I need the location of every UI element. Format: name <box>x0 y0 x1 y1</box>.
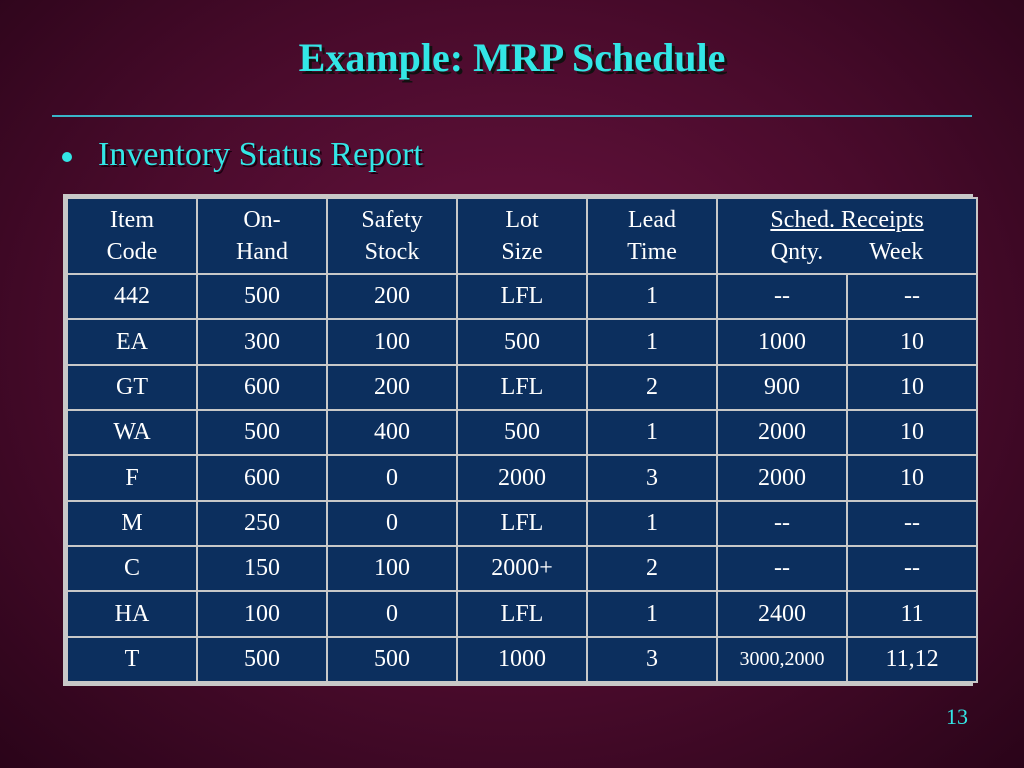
table-cell: LFL <box>457 365 587 410</box>
header-sched-receipts <box>717 198 977 274</box>
table-cell: -- <box>717 546 847 591</box>
table-cell: 0 <box>327 455 457 500</box>
header-text: Stock <box>364 239 420 265</box>
table-cell: -- <box>847 501 977 546</box>
table-cell: 200 <box>327 274 457 319</box>
bullet-item <box>62 136 423 174</box>
table-cell: 2000 <box>457 455 587 500</box>
header-text: Sched. Receipts <box>770 206 924 233</box>
table-cell: LFL <box>457 274 587 319</box>
header-qnty: Qnty. <box>770 239 824 265</box>
table-cell: M <box>67 501 197 546</box>
header-text: Lead <box>628 206 676 233</box>
table-cell: 900 <box>717 365 847 410</box>
table-cell: T <box>67 637 197 682</box>
table-cell: 0 <box>327 591 457 636</box>
table-cell: 1 <box>587 274 717 319</box>
table-cell: 400 <box>327 410 457 455</box>
table-cell: 10 <box>847 319 977 364</box>
table-cell: 300 <box>197 319 327 364</box>
table-cell: 10 <box>847 410 977 455</box>
table-cell: -- <box>847 274 977 319</box>
table-row <box>67 591 977 636</box>
header-week: Week <box>869 239 924 265</box>
table-cell: 442 <box>67 274 197 319</box>
table-cell: 200 <box>327 365 457 410</box>
table-row <box>67 274 977 319</box>
table-cell: LFL <box>457 501 587 546</box>
table-cell: 150 <box>197 546 327 591</box>
inventory-status-table <box>63 194 973 686</box>
header-item-code <box>67 198 197 274</box>
table-cell: -- <box>717 274 847 319</box>
table-row <box>67 365 977 410</box>
table-row <box>67 455 977 500</box>
table-cell: HA <box>67 591 197 636</box>
title-divider <box>52 115 972 117</box>
table-cell: 500 <box>457 410 587 455</box>
header-text: Code <box>106 239 158 265</box>
header-text: Time <box>627 239 677 265</box>
header-on-hand <box>197 198 327 274</box>
table-cell: 10 <box>847 455 977 500</box>
table-cell: 100 <box>327 319 457 364</box>
table-cell: 600 <box>197 365 327 410</box>
table-cell: 500 <box>197 410 327 455</box>
table-cell: 500 <box>327 637 457 682</box>
table-cell: 500 <box>457 319 587 364</box>
table-row <box>67 319 977 364</box>
table-cell: 1 <box>587 591 717 636</box>
table-cell: LFL <box>457 591 587 636</box>
header-lead-time <box>587 198 717 274</box>
table-cell: 1 <box>587 410 717 455</box>
table-cell: 600 <box>197 455 327 500</box>
table-header-row <box>67 198 977 274</box>
header-text: Item <box>110 206 154 233</box>
table-cell: 2 <box>587 546 717 591</box>
table-row <box>67 546 977 591</box>
table-cell: 10 <box>847 365 977 410</box>
table-cell: -- <box>847 546 977 591</box>
table-cell: 11 <box>847 591 977 636</box>
table-cell: 1 <box>587 319 717 364</box>
table-cell: 1000 <box>717 319 847 364</box>
table-cell: 0 <box>327 501 457 546</box>
table-cell: 250 <box>197 501 327 546</box>
header-text: Safety <box>361 206 423 233</box>
table-cell: WA <box>67 410 197 455</box>
page-number: 13 <box>946 704 968 729</box>
table-row <box>67 501 977 546</box>
table-cell: 3000,2000 <box>717 637 847 682</box>
table-cell: 2 <box>587 365 717 410</box>
table-cell: GT <box>67 365 197 410</box>
table-cell: 2400 <box>717 591 847 636</box>
table-cell: 1 <box>587 501 717 546</box>
table-cell: 3 <box>587 455 717 500</box>
table-cell: -- <box>717 501 847 546</box>
table-cell: 1000 <box>457 637 587 682</box>
table-cell: F <box>67 455 197 500</box>
table-cell: C <box>67 546 197 591</box>
table-cell: 11,12 <box>847 637 977 682</box>
table-cell: 2000 <box>717 455 847 500</box>
header-text: Lot <box>505 206 539 233</box>
table-cell: 2000 <box>717 410 847 455</box>
slide-title: Example: MRP Schedule <box>298 35 726 80</box>
table-cell: 2000+ <box>457 546 587 591</box>
header-text: On- <box>243 206 281 233</box>
header-text: Size <box>501 239 543 265</box>
table-cell: 100 <box>197 591 327 636</box>
table-row <box>67 637 977 682</box>
table-row <box>67 410 977 455</box>
header-safety-stock <box>327 198 457 274</box>
table-cell: 500 <box>197 274 327 319</box>
bullet-dot-icon <box>62 152 72 162</box>
header-lot-size <box>457 198 587 274</box>
table-cell: 100 <box>327 546 457 591</box>
table-cell: 3 <box>587 637 717 682</box>
header-text: Hand <box>236 239 288 265</box>
bullet-text: Inventory Status Report <box>98 136 423 173</box>
table-cell: EA <box>67 319 197 364</box>
table-cell: 500 <box>197 637 327 682</box>
